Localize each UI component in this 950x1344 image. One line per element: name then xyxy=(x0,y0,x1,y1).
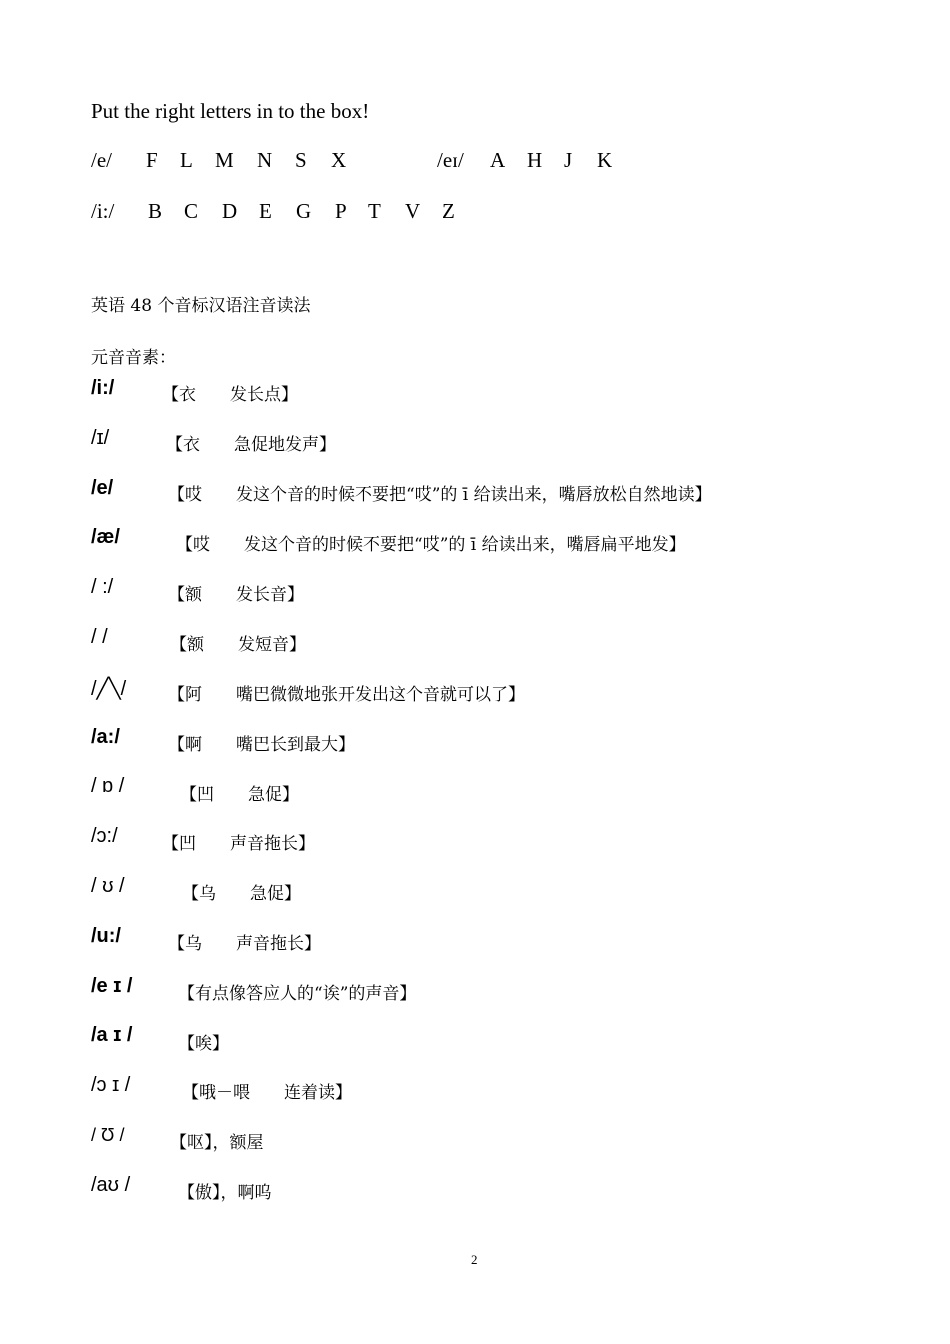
phoneme-symbol: /e ɪ / xyxy=(91,975,133,997)
row2-symbol-i: /i:/ xyxy=(91,199,115,223)
row1-letter: H xyxy=(527,148,543,172)
row1-letter: F xyxy=(146,148,158,172)
phoneme-symbol: /u:/ xyxy=(91,925,121,947)
phoneme-description: 【哦－喂 连着读】 xyxy=(182,1083,352,1103)
row1-letter: S xyxy=(295,148,307,172)
phoneme-description: 【额 发长音】 xyxy=(168,585,304,605)
phoneme-description: 【乌 急促】 xyxy=(182,884,301,904)
section-subheading: 元音音素： xyxy=(91,348,176,368)
phoneme-symbol: /ɪ/ xyxy=(91,427,110,449)
phoneme-symbol: /æ/ xyxy=(91,526,120,548)
phoneme-description: 【有点像答应人的“诶”的声音】 xyxy=(178,984,417,1004)
row2-letter: C xyxy=(184,199,199,223)
phoneme-description: 【呕】，额屋 xyxy=(170,1133,264,1153)
phoneme-description: 【哎 发这个音的时候不要把“哎”的 ī 给读出来，嘴唇放松自然地读】 xyxy=(168,485,712,505)
phoneme-symbol: /╱╲/ xyxy=(91,678,127,700)
phoneme-symbol: / ʊ / xyxy=(91,875,125,897)
section-heading: 英语 48 个音标汉语注音读法 xyxy=(91,296,311,316)
phoneme-description: 【阿 嘴巴微微地张开发出这个音就可以了】 xyxy=(168,685,525,705)
phoneme-description: 【衣 发长点】 xyxy=(162,385,298,405)
phoneme-symbol: /aʊ / xyxy=(91,1174,131,1196)
row1-symbol-ei: /eɪ/ xyxy=(437,148,464,172)
row1-letter: M xyxy=(215,148,234,172)
phoneme-description: 【傲】，啊呜 xyxy=(178,1183,272,1203)
phoneme-symbol: /a:/ xyxy=(91,726,120,748)
row1-symbol-e: /e/ xyxy=(91,148,112,172)
phoneme-description: 【乌 声音拖长】 xyxy=(168,934,321,954)
row2-letter: D xyxy=(222,199,238,223)
row1-letter: N xyxy=(257,148,273,172)
row2-letter: P xyxy=(335,199,347,223)
row1-letter: L xyxy=(180,148,193,172)
row1-letter: J xyxy=(564,148,573,172)
phoneme-symbol: /a ɪ / xyxy=(91,1024,133,1046)
phoneme-symbol: /ɔ:/ xyxy=(91,825,118,847)
row2-letter: E xyxy=(259,199,272,223)
phoneme-symbol: / :/ xyxy=(91,576,114,598)
row2-letter: B xyxy=(148,199,163,223)
phoneme-symbol: /ɔ ɪ / xyxy=(91,1074,131,1096)
phoneme-description: 【额 发短音】 xyxy=(170,635,306,655)
row1-letter: K xyxy=(597,148,613,172)
phoneme-symbol: /e/ xyxy=(91,477,114,499)
phoneme-description: 【凹 声音拖长】 xyxy=(162,834,315,854)
row2-letter: Z xyxy=(442,199,455,223)
phoneme-description: 【哎 发这个音的时候不要把“哎”的 ī 给读出来，嘴唇扁平地发】 xyxy=(176,535,686,555)
row1-letter: X xyxy=(331,148,347,172)
phoneme-symbol: / Ʊ / xyxy=(91,1125,125,1145)
phoneme-description: 【啊 嘴巴长到最大】 xyxy=(168,735,355,755)
row2-letter: T xyxy=(368,199,381,223)
phoneme-description: 【凹 急促】 xyxy=(180,785,299,805)
phoneme-symbol: / / xyxy=(91,626,108,648)
row1-letter: A xyxy=(490,148,506,172)
page-number: 2 xyxy=(471,1252,478,1267)
exercise-title: Put the right letters in to the box! xyxy=(91,99,370,123)
phoneme-description: 【唉】 xyxy=(178,1034,229,1054)
row2-letter: G xyxy=(296,199,312,223)
phoneme-description: 【衣 急促地发声】 xyxy=(166,435,336,455)
phoneme-symbol: /i:/ xyxy=(91,377,115,399)
row2-letter: V xyxy=(405,199,421,223)
phoneme-symbol: / ɒ / xyxy=(91,775,125,797)
